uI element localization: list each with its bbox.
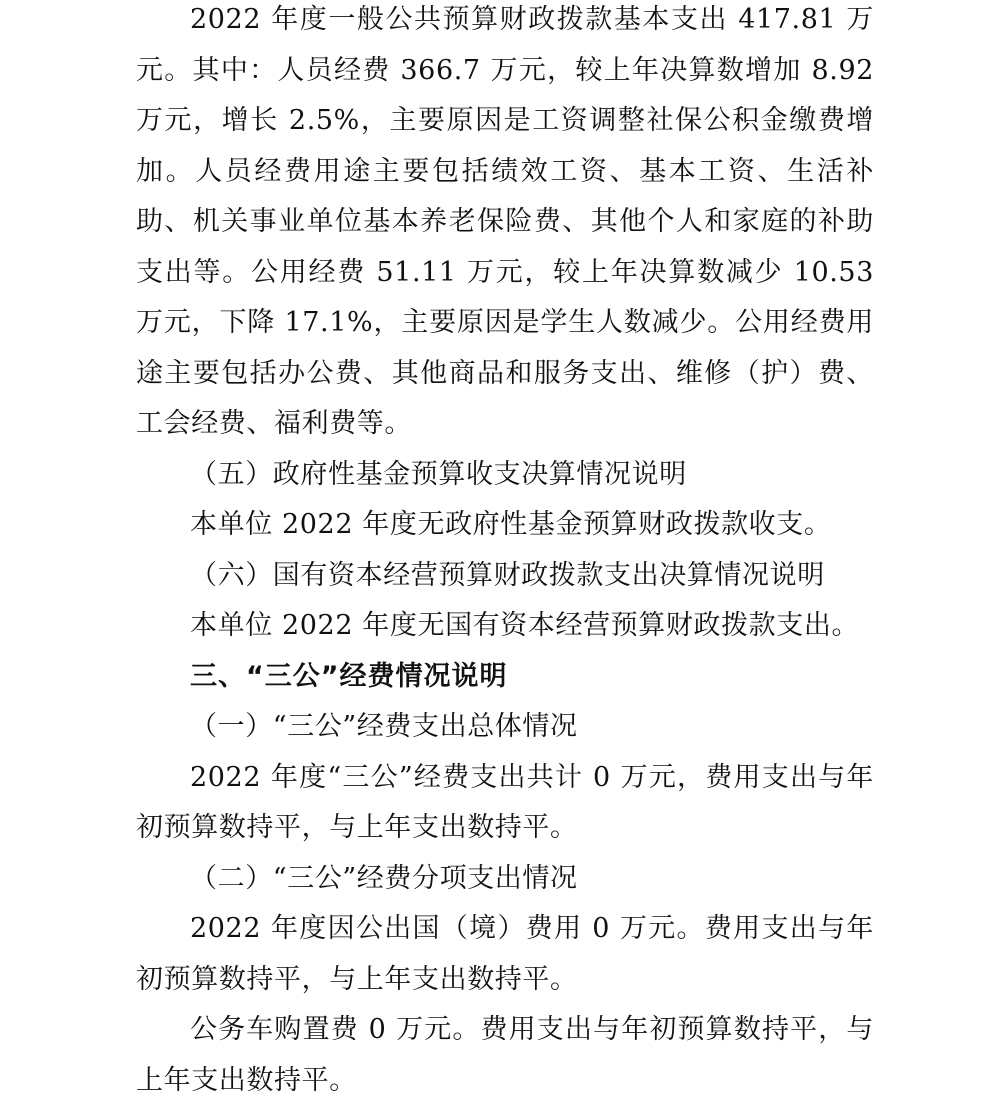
paragraph-state-capital: 本单位 2022 年度无国有资本经营预算财政拨款支出。 <box>190 610 860 641</box>
paragraph-three-public-overall: 2022 年度“三公”经费支出共计 0 万元，费用支出与年初预算数持平，与上年支出数持平。 <box>136 761 874 843</box>
subheading-state-capital: （六）国有资本经营预算财政拨款支出决算情况说明 <box>190 559 825 591</box>
subheading-government-fund: （五）政府性基金预算收支决算情况说明 <box>190 458 687 490</box>
paragraph-basic-expenditure: 2022 年度一般公共预算财政拨款基本支出 417.81 万元。其中：人员经费 366.7 万元，较上年决算数增加 8.92 万元，增长 2.5%，主要原因是工资调整社保公积金缴费增加。人员经费用途主要包括绩效工资、基本工资、生活补助、机关事业单位基本养老保险费、其他个人和家庭的补助支出等。公用经费 51.11 万元，较上年决算数减少 10.53 万元，下降 17.1%，主要原因是学生人数减少。公用经费用途主要包括办公费、其他商品和服务支出、维修（护）费、工会经费、福利费等。 <box>136 4 874 439</box>
paragraph-overseas-travel: 2022 年度因公出国（境）费用 0 万元。费用支出与年初预算数持平，与上年支出数持平。 <box>136 913 874 995</box>
subheading-three-public-items: （二）“三公”经费分项支出情况 <box>190 862 578 894</box>
paragraph-vehicle-purchase: 公务车购置费 0 万元。费用支出与年初预算数持平，与上年支出数持平。 <box>136 1014 874 1096</box>
paragraph-government-fund: 本单位 2022 年度无政府性基金预算财政拨款收支。 <box>190 509 832 540</box>
document-page <box>136 0 874 1106</box>
section-title-three-public: 三、“三公”经费情况说明 <box>190 660 508 692</box>
subheading-three-public-overall: （一）“三公”经费支出总体情况 <box>190 711 578 742</box>
